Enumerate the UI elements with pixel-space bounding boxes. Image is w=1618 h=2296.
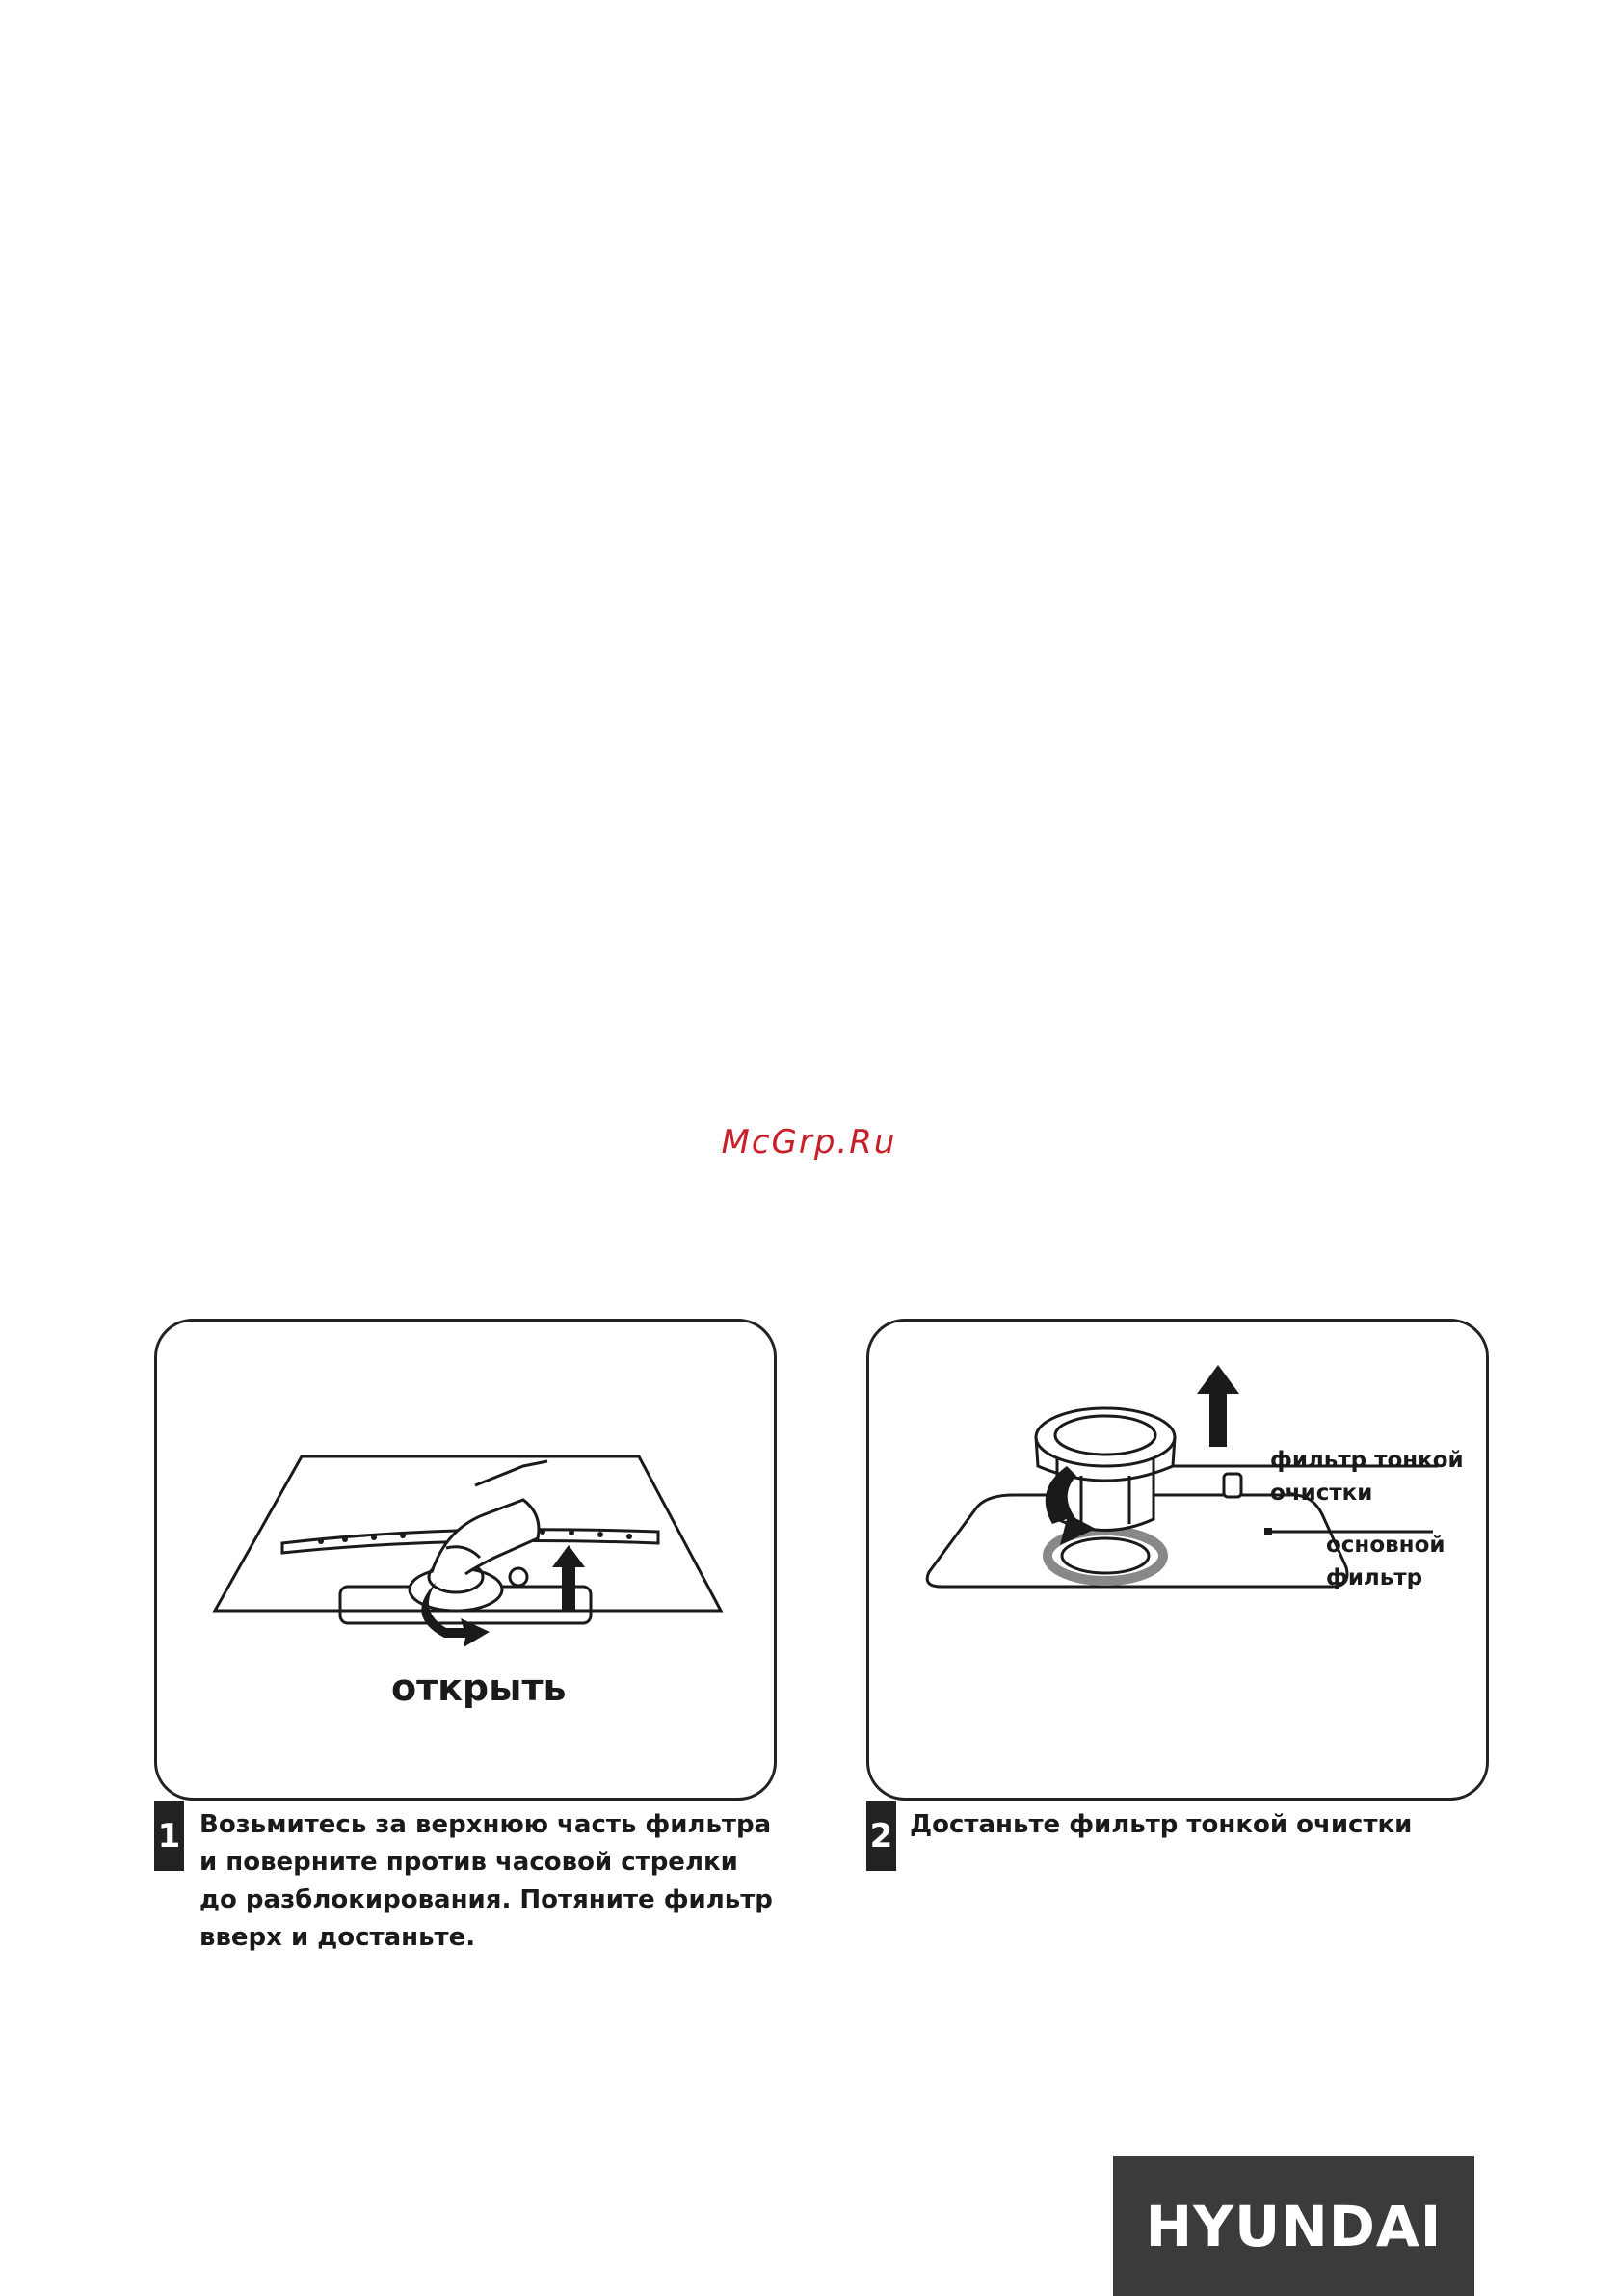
step-2-number: 2 <box>866 1801 896 1871</box>
step-1-illustration <box>154 1319 777 1801</box>
fine-filter-label-line: очистки <box>1270 1481 1373 1506</box>
main-filter-label-line: основной <box>1326 1533 1446 1558</box>
step-1-line: вверх и достаньте. <box>199 1923 476 1952</box>
step-2-line: Достаньте фильтр тонкой очистки <box>910 1810 1413 1839</box>
open-label: открыть <box>391 1667 567 1709</box>
fine-filter-label <box>1270 1444 1464 1509</box>
step-1-text <box>199 1806 773 1957</box>
step-1-line: и поверните против часовой стрелки <box>199 1848 738 1877</box>
step-2-illustration <box>866 1319 1489 1801</box>
step-2-text <box>910 1806 1412 1844</box>
fine-filter-label-line: фильтр тонкой <box>1270 1448 1464 1473</box>
watermark: McGrp.Ru <box>721 1123 897 1161</box>
hyundai-logo: HYUNDAI <box>1113 2156 1474 2296</box>
dishwasher-filter-open-drawing <box>157 1322 780 1803</box>
step-1-number: 1 <box>154 1801 184 1871</box>
step-1-line: Возьмитесь за верхнюю часть фильтра <box>199 1810 772 1839</box>
step-1-line: до разблокирования. Потяните фильтр <box>199 1885 773 1914</box>
main-filter-label-line: фильтр <box>1326 1565 1423 1590</box>
main-filter-label <box>1326 1529 1446 1594</box>
